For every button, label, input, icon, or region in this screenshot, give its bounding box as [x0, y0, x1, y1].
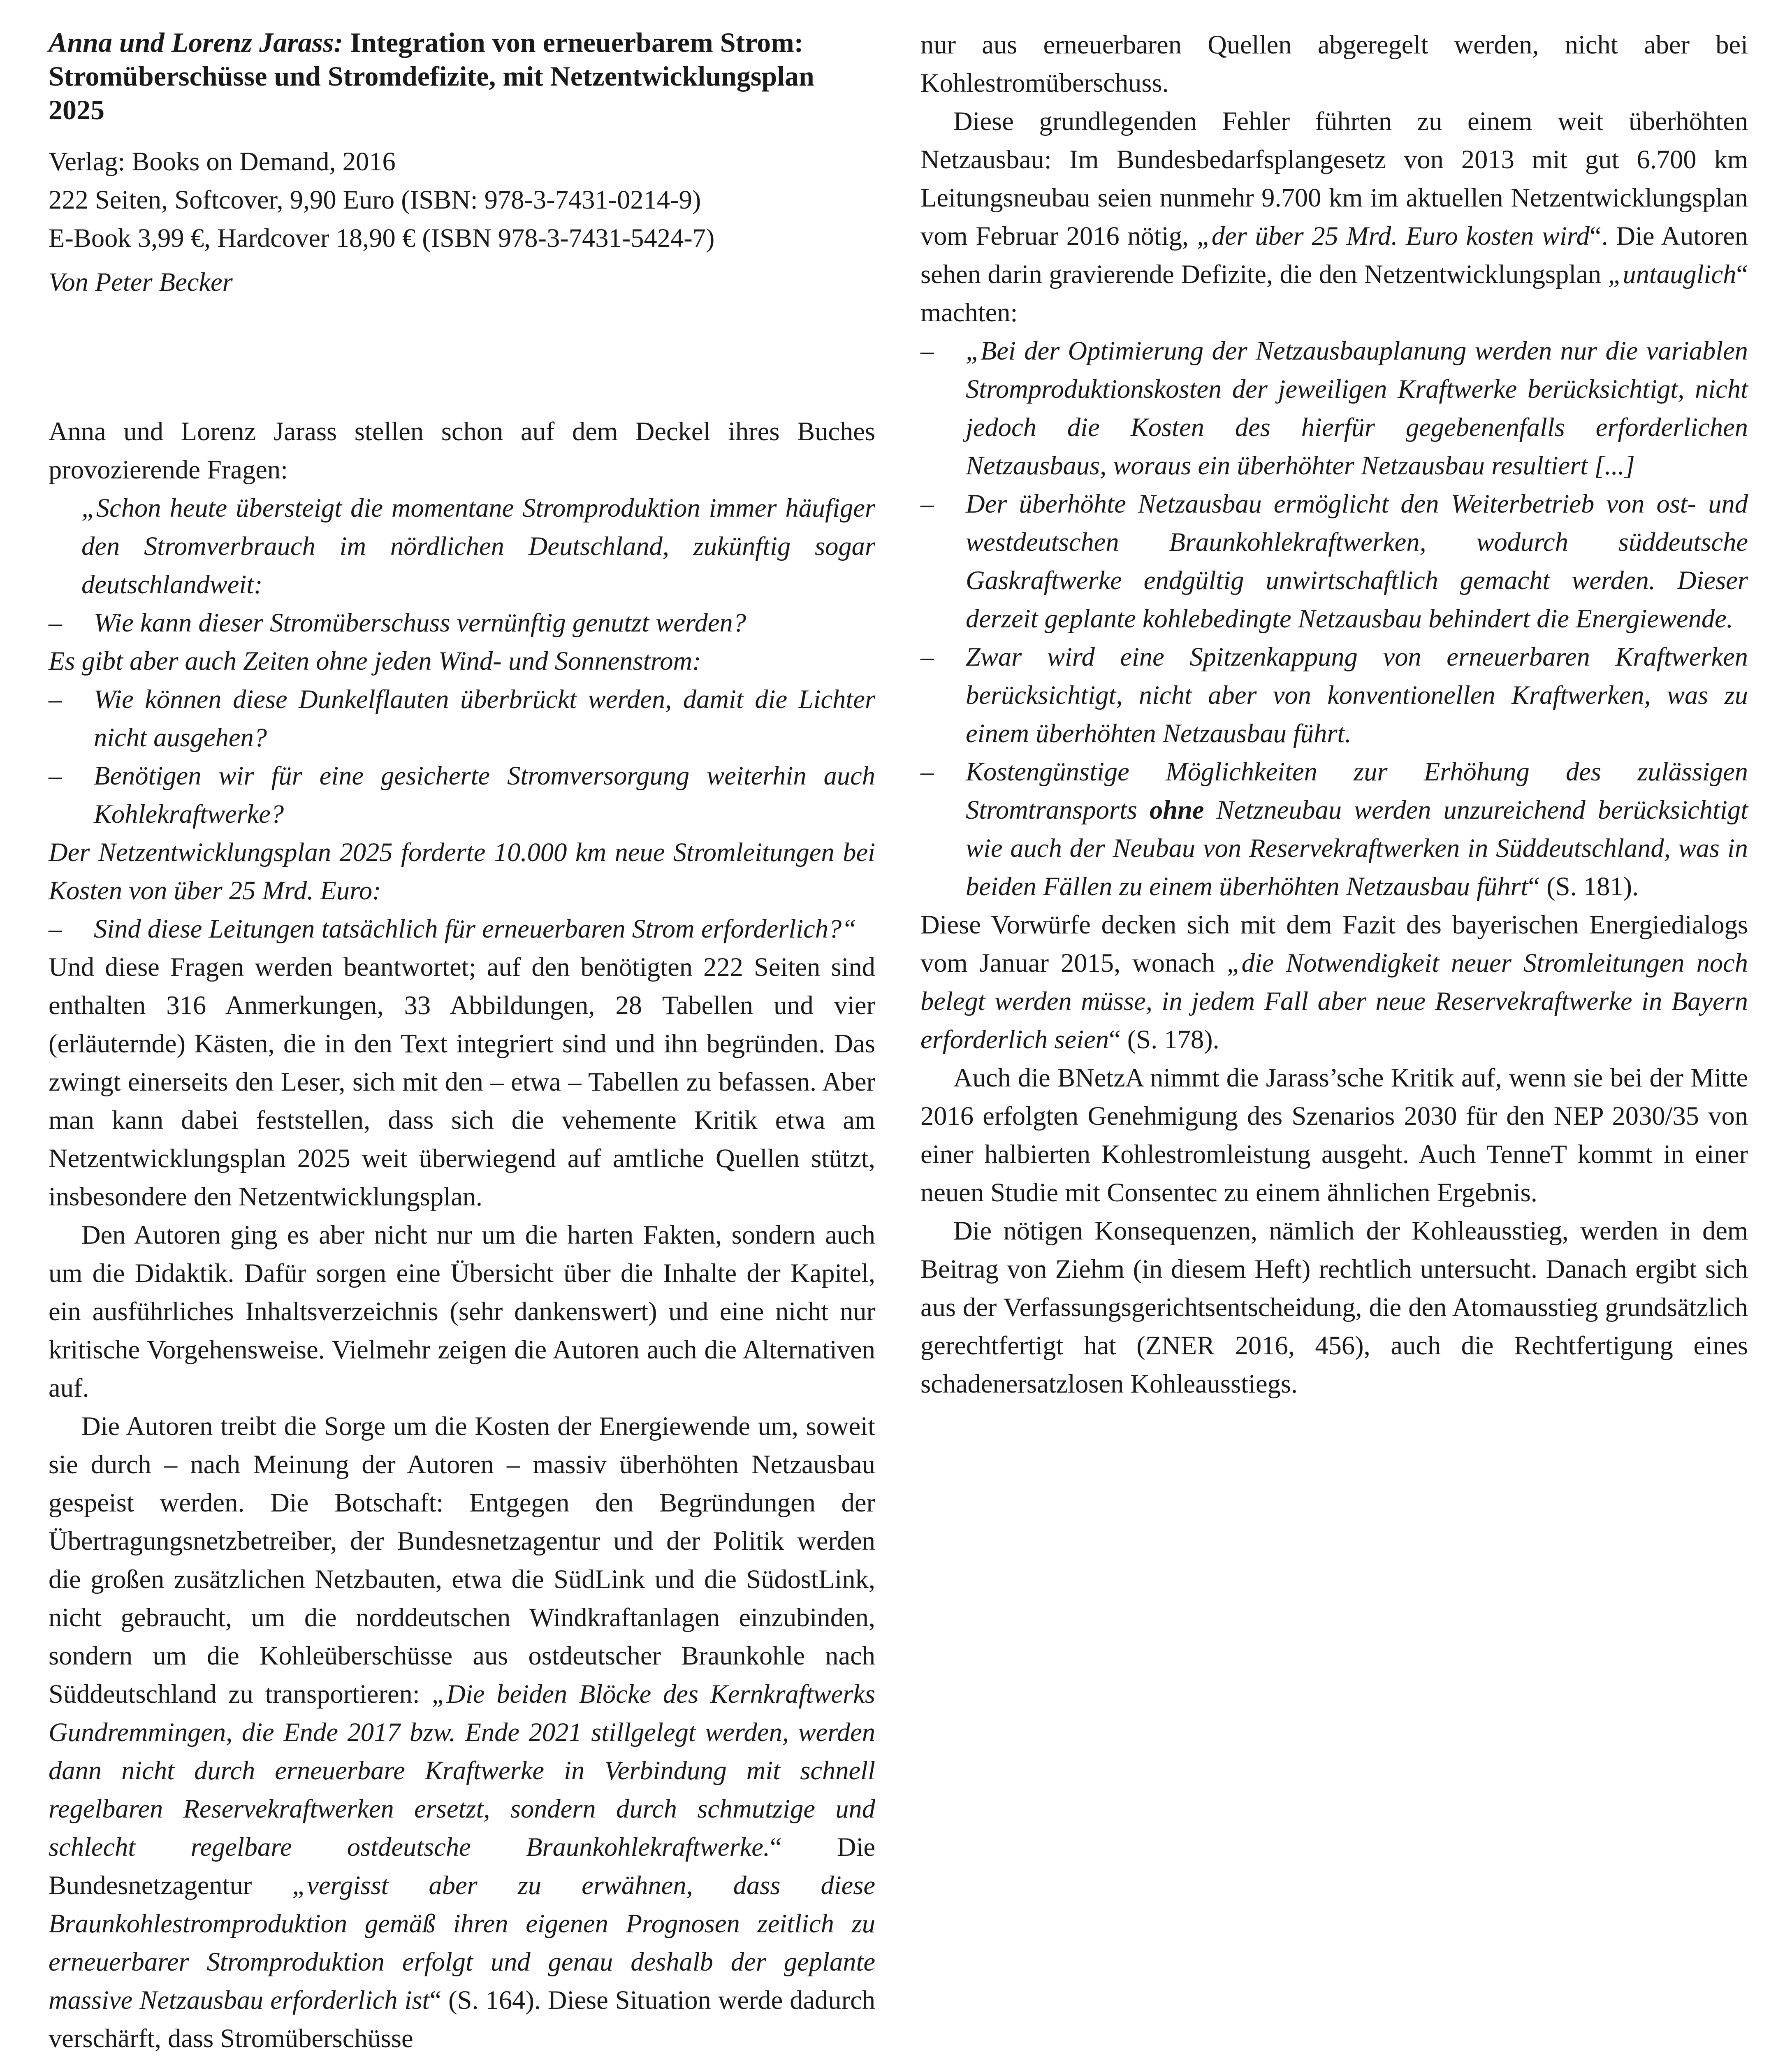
dash-bullet: –: [920, 336, 934, 365]
list-item-text: Kostengünstige Möglichkeiten zur Erhöhung des zulässigen Stromtransports: [966, 757, 1748, 824]
text-run: “ machten:: [920, 260, 1748, 327]
left-column: [49, 26, 875, 2057]
dash-bullet: –: [49, 685, 62, 714]
critique-list-item: [920, 332, 1748, 485]
body-paragraph: [920, 905, 1748, 1059]
critique-list-item: [920, 638, 1748, 752]
list-item-text: Zwar wird eine Spitzenkappung von erneuerbaren Kraftwerken berücksichtigt, nicht aber von konventionellen Kraftwerken, was zu einem überhöhten Netzausbau führt.: [966, 642, 1748, 748]
list-item-text: Wie kann dieser Stromüberschuss vernünftig genutzt werden?: [94, 608, 746, 637]
text-run: Diese Vorwürfe decken sich mit dem Fazit des bayerischen Energiedialogs vom Januar 2015, wonach: [920, 910, 1748, 977]
quote-run: „untauglich: [1608, 260, 1736, 289]
intro-paragraph: Anna und Lorenz Jarass stellen schon auf dem Deckel ihres Buches provozierende Fragen:: [49, 417, 875, 484]
cover-question-2: Es gibt aber auch Zeiten ohne jeden Wind- und Sonnenstrom:: [49, 646, 701, 676]
cover-question-list-item: [49, 680, 875, 757]
body-paragraph: Die nötigen Konsequenzen, nämlich der Kohleausstieg, werden in dem Beitrag von Ziehm (in diesem Heft) rechtlich untersucht. Danach ergibt sich aus der Verfassungsgerichtsentscheidung, die den Atomausstieg grundsätzlich gerechtfertigt hat (ZNER 2016, 456), auch die Rechtfertigung eines schadenersatzlosen Kohleausstiegs.: [920, 1216, 1748, 1398]
book-authors: Anna und Lorenz Jarass:: [49, 27, 343, 58]
book-title: Integration von erneuerbarem Strom: Stromüberschüsse und Stromdefizite, mit Netzentwicklungsplan 2025: [49, 27, 814, 125]
text-run: “ (S. 164). Diese Situation werde dadurch verschärft, dass Stromüberschüsse: [49, 1985, 875, 2053]
dash-bullet: –: [920, 757, 934, 786]
critique-list-item: [920, 485, 1748, 638]
quote-run: „der über 25 Mrd. Euro kosten wird: [1196, 221, 1590, 251]
edition-line-1: 222 Seiten, Softcover, 9,90 Euro (ISBN: 978-3-7431-0214-9): [49, 185, 701, 214]
quote-run: „vergisst aber zu erwähnen, dass diese Braunkohlestromproduktion gemäß ihren eigenen Prognosen zeitlich zu erneuerbarer Stromproduktion erfolgt und genau deshalb der geplante massive Netzausbau erforderlich ist: [49, 1871, 875, 2015]
list-item-text: Sind diese Leitungen tatsächlich für erneuerbaren Strom erforderlich?“: [94, 914, 857, 943]
list-item-text: Benötigen wir für eine gesicherte Stromversorgung weiterhin auch Kohlekraftwerke?: [94, 761, 875, 829]
list-item-text: „Bei der Optimierung der Netzausbauplanung werden nur die variablen Stromproduktionskosten der jeweiligen Kraftwerke berücksichtigt, nicht jedoch die Kosten des hierfür gegebenenfalls erforderlichen Netzausbaus, woraus ein überhöhter Netzausbau resultiert [...]: [966, 336, 1748, 480]
text-run: Diese grundlegenden Fehler führten zu einem weit überhöhten Netzausbau: Im Bundesbedarfsplangesetz von 2013 mit gut 6.700 km Leitungsneubau seien nunmehr 9.700 km im aktuellen Netzentwicklungsplan vom Februar 2016 nötig,: [920, 107, 1748, 251]
citation-text: “ (S. 181).: [1528, 872, 1639, 901]
dash-bullet: –: [49, 608, 62, 637]
quote-run: „die Notwendigkeit neuer Stromleitungen noch belegt werden müsse, in jedem Fall aber neue Reservekraftwerke in Bayern erforderlich seien: [920, 948, 1748, 1054]
list-item-text: Wie können diese Dunkelflauten überbrückt werden, damit die Lichter nicht ausgehen?: [94, 685, 875, 752]
dash-bullet: –: [49, 914, 62, 943]
text-run: “. Die Autoren sehen darin gravierende Defizite, die den Netzentwicklungsplan: [920, 221, 1748, 289]
cover-question-1: „Schon heute übersteigt die momentane Stromproduktion immer häufiger den Stromverbrauch im nördlichen Deutschland, zukünftig sogar deutschlandweit:: [81, 493, 875, 599]
review-title: [49, 26, 875, 127]
list-item-text: Netzneubau werden unzureichend berücksichtigt wie auch der Neubau von Reservekraftwerken in Süddeutschland, was in beiden Fällen zu einem überhöhten Netzausbau führt: [966, 795, 1748, 901]
emphasis-text: ohne: [1149, 795, 1204, 824]
cover-question-3: Der Netzentwicklungsplan 2025 forderte 10.000 km neue Stromleitungen bei Kosten von über 25 Mrd. Euro:: [49, 838, 875, 905]
dash-bullet: –: [920, 642, 934, 671]
dash-bullet: –: [49, 761, 62, 790]
body-paragraph: [920, 102, 1748, 332]
dash-bullet: –: [920, 489, 934, 518]
edition-line-2: E-Book 3,99 €, Hardcover 18,90 € (ISBN 978-3-7431-5424-7): [49, 223, 715, 253]
body-paragraph: Und diese Fragen werden beantwortet; auf den benötigten 222 Seiten sind enthalten 316 Anmerkungen, 33 Abbildungen, 28 Tabellen und vier (erläuternde) Kästen, die in den Text integriert sind und ihn begründen. Das zwingt einerseits den Leser, sich mit den – etwa – Tabellen zu befassen. Aber man kann dabei feststellen, dass sich die vehemente Kritik etwa am Netzentwicklungsplan 2025 weit überwiegend auf amtliche Quellen stützt, insbesondere den Netzentwicklungsplan.: [49, 952, 875, 1211]
cover-question-list-item: [49, 910, 875, 948]
right-column: [920, 26, 1748, 1403]
publisher-line: Verlag: Books on Demand, 2016: [49, 147, 396, 176]
body-paragraph: Auch die BNetzA nimmt die Jarass’sche Kritik auf, wenn sie bei der Mitte 2016 erfolgten Genehmigung des Szenarios 2030 für den NEP 2030/35 von einer halbierten Kohlestromleistung ausgeht. Auch TenneT kommt in einer neuen Studie mit Consentec zu einem ähnlichen Ergebnis.: [920, 1063, 1748, 1207]
list-item-text: Der überhöhte Netzausbau ermöglicht den Weiterbetrieb von ost- und westdeutschen Braunkohlekraftwerken, wodurch süddeutsche Gaskraftwerke endgültig unwirtschaftlich gemacht werden. Dieser derzeit geplante kohlebedingte Netzausbau behindert die Energiewende.: [966, 489, 1748, 633]
body-paragraph: nur aus erneuerbaren Quellen abgeregelt werden, nicht aber bei Kohlestromüberschuss.: [920, 30, 1748, 98]
reviewer-byline: Von Peter Becker: [49, 267, 233, 297]
body-paragraph: Den Autoren ging es aber nicht nur um die harten Fakten, sondern auch um die Didaktik. Dafür sorgen eine Übersicht über die Inhalte der Kapitel, ein ausführliches Inhaltsverzeichnis (sehr dankenswert) und eine nicht nur kritische Vorgehensweise. Vielmehr zeigen die Autoren auch die Alternativen auf.: [49, 1220, 875, 1402]
cover-question-list-item: [49, 757, 875, 833]
text-run: “ Die Bundesnetzagentur: [49, 1832, 875, 1900]
cover-question-list-item: [49, 604, 875, 642]
text-run: “ (S. 178).: [1108, 1025, 1219, 1054]
critique-list-item: [920, 752, 1748, 905]
text-run: Die Autoren treibt die Sorge um die Kosten der Energiewende um, soweit sie durch – nach Meinung der Autoren – massiv überhöhten Netzausbau gespeist werden. Die Botschaft: Entgegen den Begründungen der Übertragungsnetzbetreiber, der Bundesnetzagentur und der Politik werden die großen zusätzlichen Netzbauten, etwa die SüdLink und die SüdostLink, nicht gebraucht, um die norddeutschen Windkraftanlagen einzubinden, sondern um die Kohleüberschüsse aus ostdeutscher Braunkohle nach Süddeutschland zu transportieren:: [49, 1412, 875, 1709]
body-paragraph: [49, 1407, 875, 2057]
quote-run: „Die beiden Blöcke des Kernkraftwerks Gundremmingen, die Ende 2017 bzw. Ende 2021 stillgelegt werden, werden dann nicht durch erneuerbare Kraftwerke in Verbindung mit schnell regelbaren Reservekraftwerken ersetzt, sondern durch schmutzige und schlecht regelbare ostdeutsche Braunkohlekraftwerke.: [49, 1679, 875, 1862]
